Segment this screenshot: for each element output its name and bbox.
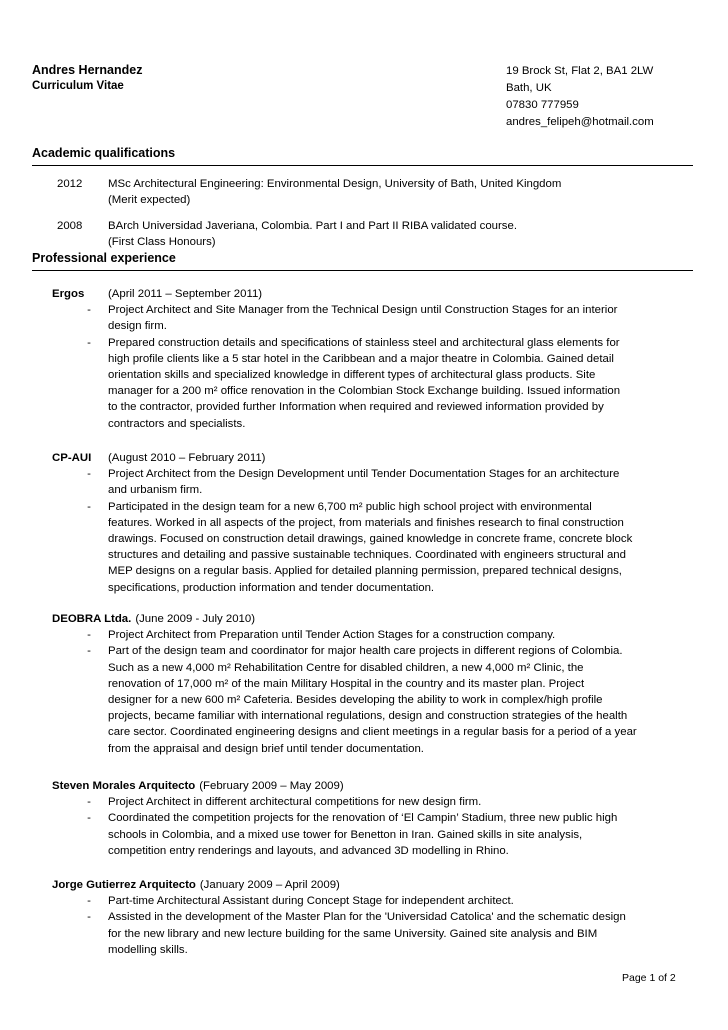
- job-header: [52, 286, 263, 302]
- job-dates: (April 2011 – September 2011): [108, 288, 263, 300]
- bullet-line: to the contractor, provided further Information when required and reviewed information provided by: [108, 401, 604, 414]
- bullet-line: Such as a new 4,000 m² Rehabilitation Centre for disabled children, a new 4,000 m² Clinic, the: [108, 661, 584, 674]
- section-heading-academic: Academic qualifications: [32, 146, 176, 160]
- bullet-line: renovation of 17,000 m² of the main Military Hospital in the country and its master plan. Project: [108, 677, 585, 690]
- bullet-line: schools in Colombia, and a mixed use tower for Benetton in Iran. Gained skills in site analysis,: [108, 828, 583, 841]
- qualification-line: (First Class Honours): [108, 236, 216, 248]
- qualification-line: MSc Architectural Engineering: Environmental Design, University of Bath, United Kingdom: [108, 178, 562, 190]
- bullet-dash: -: [87, 911, 91, 924]
- bullet-line: competition entry renderings and layouts, and advanced 3D modelling in Rhino.: [108, 844, 509, 857]
- bullet-line: Participated in the design team for a new 6,700 m² public high school project with environmental: [108, 500, 592, 513]
- bullet-line: orientation skills and specialized knowledge in different types of architectural glass products. Site: [108, 369, 596, 381]
- job-header: [52, 778, 344, 794]
- bullet-line: structures and detailing and passive sustainable techniques. Coordinated with engineers structural and: [108, 549, 626, 562]
- bullet-line: MEP designs on a regular basis. Applied for detailed planning permission, prepared technical designs,: [108, 565, 622, 578]
- job-header: [52, 450, 266, 466]
- job-company: Ergos: [52, 288, 85, 300]
- document-subtitle: Curriculum Vitae: [32, 80, 124, 92]
- bullet-dash: -: [87, 895, 91, 908]
- bullet-line: Project Architect from Preparation until Tender Action Stages for a construction company.: [108, 629, 556, 642]
- job-company: CP-AUI: [52, 452, 92, 464]
- qualification-year: 2012: [57, 178, 83, 190]
- job-company: DEOBRA Ltda.: [52, 613, 132, 625]
- bullet-line: Assisted in the development of the Master Plan for the 'Universidad Catolica' and the schematic design: [108, 911, 626, 924]
- bullet-line: specifications, production information and tender documentation.: [108, 581, 435, 594]
- section-heading-professional: Professional experience: [32, 251, 176, 265]
- bullet-dash: -: [87, 304, 91, 317]
- bullet-line: Prepared construction details and specifications of stainless steel and architectural glass elements for: [108, 336, 620, 349]
- bullet-line: projects, became familiar with international regulations, design and construction strategies of the health: [108, 710, 628, 723]
- bullet-line: design firm.: [108, 320, 167, 333]
- job-dates: (February 2009 – May 2009): [199, 780, 344, 792]
- bullet-line: Coordinated the competition projects for the renovation of ‘El Campin’ Stadium, three new public high: [108, 812, 618, 825]
- bullet-line: features. Worked in all aspects of the project, from materials and finishes research to final construction: [108, 516, 624, 529]
- qualification-year: 2008: [57, 220, 83, 232]
- bullet-line: drawings. Focused on construction detail drawings, gained knowledge in concrete frame, concrete block: [108, 533, 633, 545]
- section-divider: [32, 270, 693, 271]
- job-company: Steven Morales Arquitecto: [52, 780, 196, 792]
- candidate-name: Andres Hernandez: [32, 63, 143, 77]
- bullet-line: and urbanism firm.: [108, 484, 203, 497]
- job-company: Jorge Gutierrez Arquitecto: [52, 879, 196, 891]
- bullet-line: Project Architect from the Design Development until Tender Documentation Stages for an architecture: [108, 468, 620, 481]
- phone-number: 07830 777959: [506, 99, 579, 111]
- job-dates: (January 2009 – April 2009): [199, 879, 340, 891]
- address-city: Bath, UK: [506, 82, 552, 94]
- bullet-line: high profile clients like a 5 star hotel in the Caribbean and a major theatre in Colombia. Gained detail: [108, 352, 614, 365]
- job-dates: (August 2010 – February 2011): [108, 452, 266, 464]
- bullet-dash: -: [87, 796, 91, 809]
- bullet-line: Project Architect and Site Manager from the Technical Design until Construction Stages for an interior: [108, 304, 618, 317]
- bullet-dash: -: [87, 645, 91, 658]
- bullet-line: Part of the design team and coordinator for major health care projects in different regions of Colombia.: [108, 645, 623, 658]
- bullet-dash: -: [87, 629, 91, 642]
- email-address[interactable]: andres_felipeh@hotmail.com: [506, 116, 654, 128]
- qualification-line: (Merit expected): [108, 194, 191, 206]
- bullet-line: care sector. Coordinated engineering designs and client meetings in a regular basis for a period of a year: [108, 726, 637, 739]
- bullet-dash: -: [87, 812, 91, 825]
- bullet-line: contractors and specialists.: [108, 417, 246, 430]
- bullet-line: for the new library and new lecture building for the same University. Gained site analysis and BIM: [108, 927, 598, 940]
- job-header: [52, 877, 340, 893]
- bullet-dash: -: [87, 468, 91, 481]
- section-divider: [32, 165, 693, 166]
- bullet-dash: -: [87, 336, 91, 349]
- qualification-line: BArch Universidad Javeriana, Colombia. Part I and Part II RIBA validated course.: [108, 220, 517, 232]
- page-number: Page 1 of 2: [622, 972, 676, 984]
- bullet-line: from the appraisal and design brief until tender documentation.: [108, 742, 424, 755]
- bullet-line: Project Architect in different architectural competitions for new design firm.: [108, 796, 482, 809]
- bullet-dash: -: [87, 500, 91, 513]
- address-line: 19 Brock St, Flat 2, BA1 2LW: [506, 65, 654, 77]
- contact-block: [506, 63, 654, 131]
- job-dates: (June 2009 - July 2010): [135, 613, 255, 625]
- bullet-line: Part-time Architectural Assistant during Concept Stage for independent architect.: [108, 895, 514, 908]
- bullet-line: designer for a new 600 m² Cafeteria. Besides developing the ability to work in complex/high profile: [108, 694, 603, 706]
- bullet-line: manager for a 200 m² office renovation in the Colombian Stock Exchange building. Issued information: [108, 385, 621, 398]
- job-header: [52, 611, 255, 627]
- bullet-line: modelling skills.: [108, 943, 188, 956]
